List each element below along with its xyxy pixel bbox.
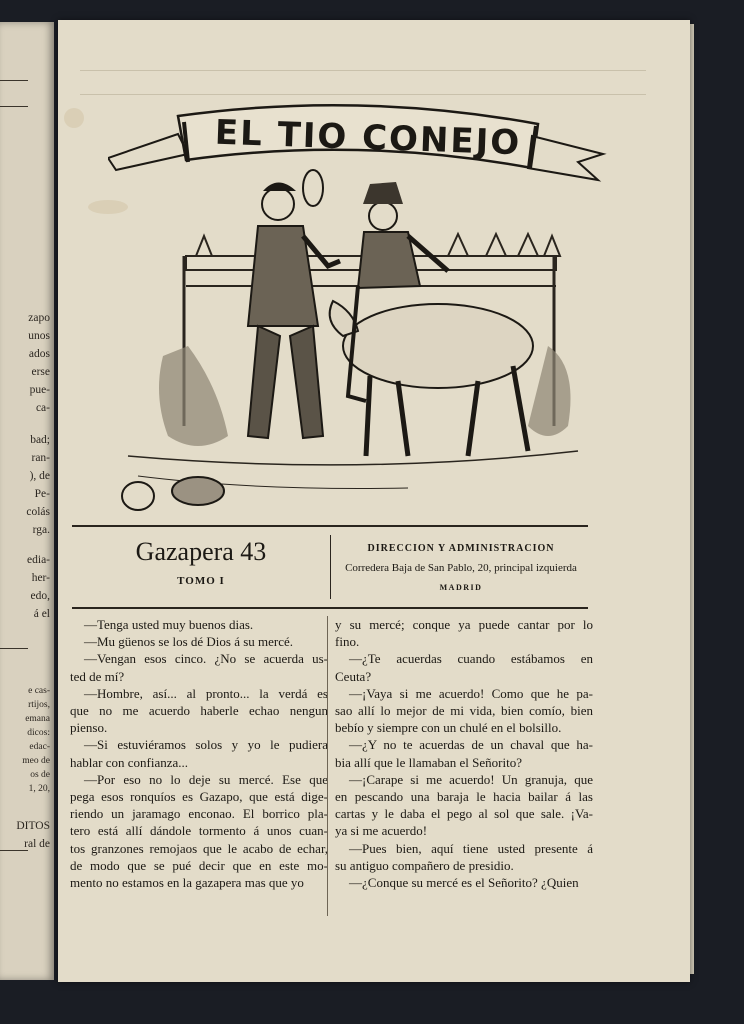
- left-page-fragment: erse: [31, 366, 50, 378]
- left-page-rule: [0, 106, 28, 107]
- top-rule: [80, 70, 646, 71]
- text-line: ted de mí?: [70, 668, 125, 684]
- text-line: —¿Y no te acuerdas de un chaval que ha-: [349, 737, 593, 753]
- masthead-title: EL TIO CONEJO: [214, 112, 522, 164]
- text-line: —¿Conque su mercé es el Señorito? ¿Quien: [349, 875, 579, 891]
- text-line: que no me acuerdo haberle echao nengun: [70, 703, 328, 719]
- right-column-text: [335, 616, 593, 891]
- left-page-fragment: edo,: [30, 590, 50, 602]
- left-column-text: [70, 616, 328, 891]
- left-page-fragment: ), de: [29, 470, 50, 482]
- left-page-fragment: DITOS: [16, 820, 50, 832]
- info-divider: [330, 535, 331, 599]
- left-page-rule: [0, 80, 28, 81]
- column-separator: [327, 616, 328, 916]
- issue-volume: TOMO I: [177, 575, 225, 587]
- text-line: —Por eso no lo deje su mercé. Ese que: [84, 771, 328, 787]
- text-line: —Hombre, así... al pronto... la verdá es: [84, 685, 328, 701]
- text-line: ya si me acuerdo!: [335, 823, 428, 839]
- left-page-fragment: meo de: [22, 756, 50, 766]
- left-page-fragment: Pe-: [34, 488, 50, 500]
- text-line: tero está allí dándole tormento á unos cuan-: [70, 823, 328, 839]
- left-page-rule: [0, 648, 28, 649]
- text-line: —¡Carape si me acuerdo! Un granuja, que: [349, 771, 593, 787]
- address-text: Corredera Baja de San Pablo, 20, principal izquierda: [345, 562, 577, 574]
- left-page-fragment: e cas-: [28, 686, 50, 696]
- illustration-drawing: [108, 96, 608, 516]
- left-page-fragment: pue-: [29, 384, 50, 396]
- left-page-fragment: zapo: [28, 312, 50, 324]
- city-text: MADRID: [439, 583, 483, 592]
- left-page-edge: [0, 22, 54, 980]
- text-line: pienso.: [70, 720, 108, 736]
- left-page-fragment: bad;: [30, 434, 50, 446]
- left-page-fragment: á el: [33, 608, 50, 620]
- masthead-illustration: [108, 96, 608, 516]
- left-page-fragment: dicos:: [27, 728, 50, 738]
- text-line: —¿Te acuerdas cuando estábamos en: [349, 651, 593, 667]
- left-page-fragment: emana: [25, 714, 50, 724]
- left-page-fragment: ran-: [31, 452, 50, 464]
- left-page-fragment: 1, 20,: [28, 784, 50, 794]
- left-page-fragment: her-: [31, 572, 50, 584]
- left-page-fragment: edac-: [29, 742, 50, 752]
- text-line: bia allí que le llamaban el Señorito?: [335, 754, 522, 770]
- text-line: —Si estuviéramos solos y yo le pudiera: [84, 737, 328, 753]
- left-page-fragment: rtijos,: [28, 700, 50, 710]
- text-line: en pescando una baraja le hacia bailar á las: [335, 789, 593, 805]
- text-line: sao allí lo mejor de mi vida, bien comío, bien: [335, 703, 593, 719]
- text-line: bebío y siempre con un chulé en el bolsillo.: [335, 720, 562, 736]
- text-line: —Mu güenos se los dé Dios á su mercé.: [84, 634, 294, 650]
- text-line: Ceuta?: [335, 668, 372, 684]
- text-line: riendo un jaramago enconao. El borrico pla-: [70, 806, 328, 822]
- left-page-fragment: ados: [28, 348, 50, 360]
- text-line: —Tenga usted muy buenos dias.: [84, 617, 254, 632]
- direction-heading: DIRECCION Y ADMINISTRACION: [367, 543, 555, 554]
- left-page-rule: [0, 850, 28, 851]
- issue-title: Gazapera 43: [135, 537, 267, 566]
- text-line: pega esos ronquíos es Gazapo, que está dige-: [70, 789, 328, 805]
- left-page-fragment: colás: [26, 506, 50, 518]
- top-rule: [80, 94, 646, 95]
- left-page-fragment: ral de: [24, 838, 50, 850]
- left-page-fragment: unos: [28, 330, 50, 342]
- text-line: tos granzones remojaos que le acabo de echar,: [70, 840, 328, 856]
- left-page-fragment: ca-: [35, 402, 50, 414]
- text-line: fino.: [335, 634, 360, 650]
- text-line: hablar con confianza...: [70, 754, 189, 770]
- text-line: mento no estamos en la gazapera mas que yo: [70, 875, 304, 891]
- left-page-fragment: rga.: [32, 524, 50, 536]
- text-line: —Pues bien, aquí tiene usted presente á: [349, 840, 593, 856]
- left-page-fragment: os de: [30, 770, 50, 780]
- text-line: —¡Vaya si me acuerdo! Como que he pa-: [349, 685, 593, 701]
- text-line: cartas y le daba el pego al sol que sale. ¡Va-: [335, 806, 593, 822]
- text-line: su antiguo compañero de presidio.: [335, 857, 514, 873]
- text-line: y su mercé; conque ya puede cantar por lo: [335, 617, 593, 632]
- text-line: —Vengan esos cinco. ¿No se acuerda us-: [84, 651, 328, 667]
- newspaper-page: [58, 20, 690, 982]
- text-line: de modo que se pué decir que en este mo-: [70, 857, 328, 873]
- issue-info-bar: [72, 525, 588, 609]
- left-page-fragment: edia-: [27, 554, 50, 566]
